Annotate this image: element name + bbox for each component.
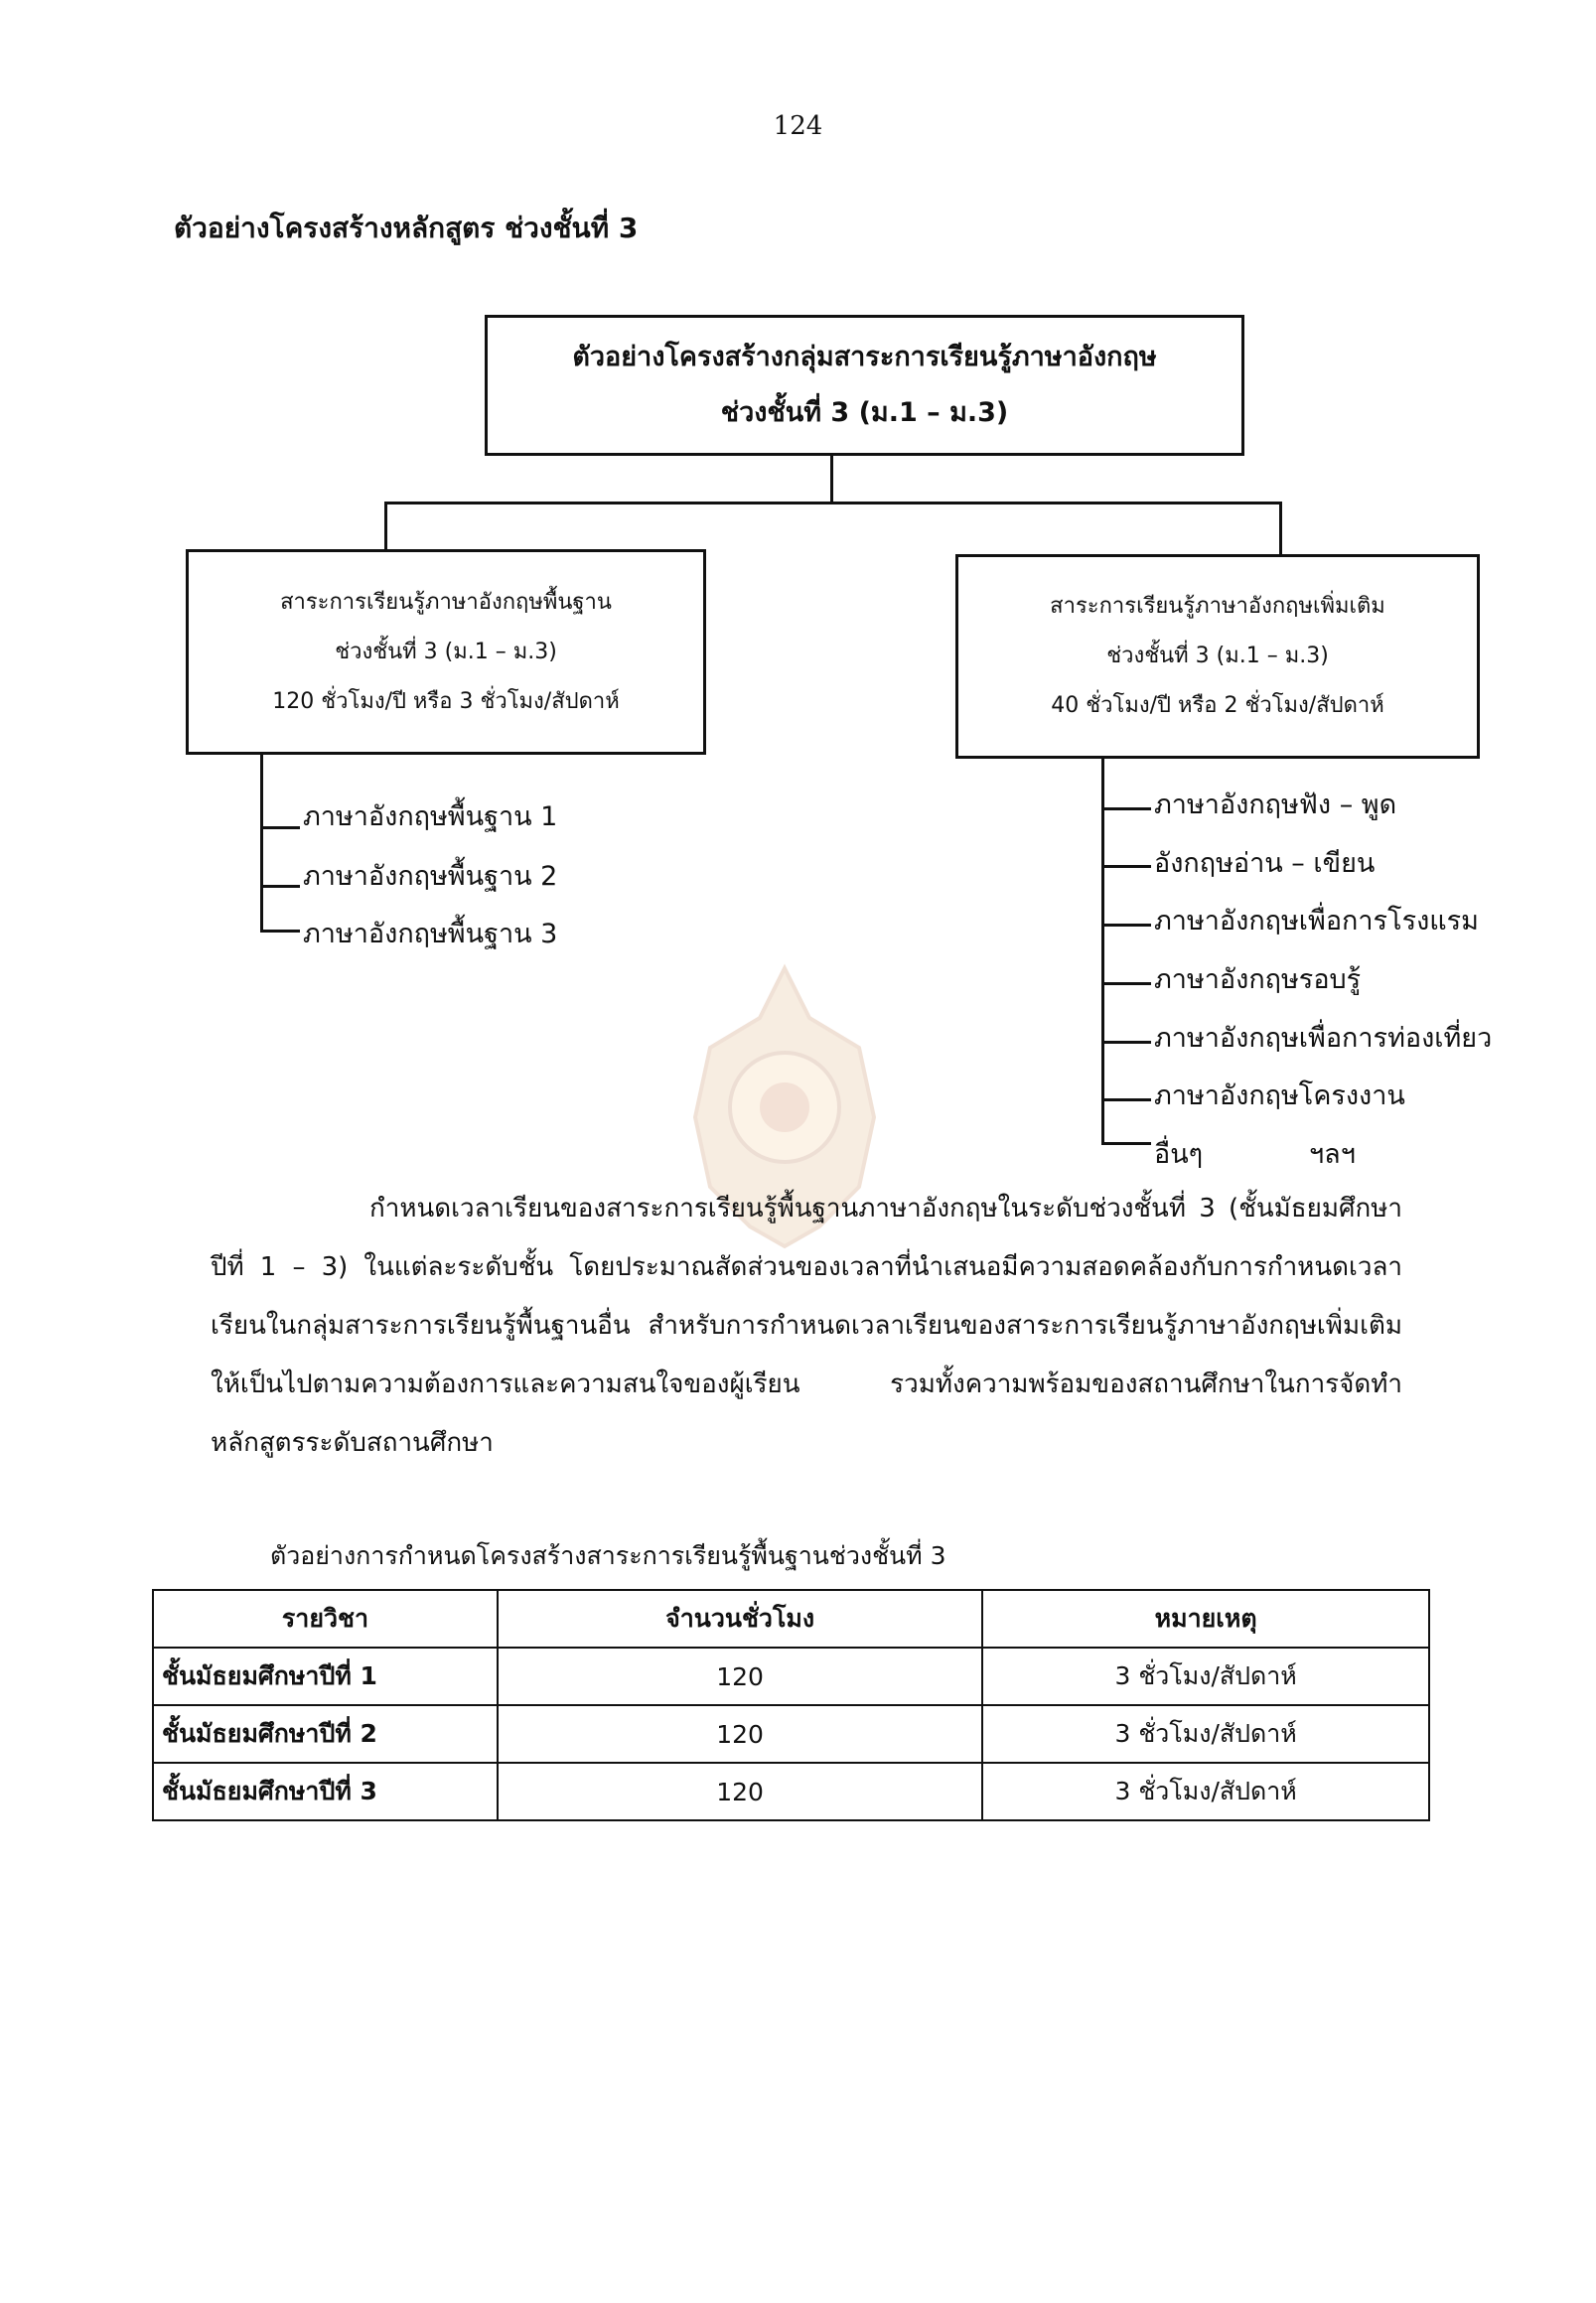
page-number: 124: [773, 111, 823, 141]
additional-course-item: ภาษาอังกฤษรอบรู้: [1154, 964, 1362, 995]
table-cell: ชั้นมัธยมศึกษาปีที่ 1: [153, 1648, 498, 1705]
connector-left-down: [384, 502, 387, 549]
core-course-item: ภาษาอังกฤษพื้นฐาน 1: [303, 801, 558, 832]
core-box-title: สาระการเรียนรู้ภาษาอังกฤษพื้นฐาน: [280, 589, 612, 615]
additional-course-item: ภาษาอังกฤษเพื่อการโรงแรม: [1154, 906, 1479, 936]
additional-box-level: ช่วงชั้นที่ 3 (ม.1 – ม.3): [1106, 644, 1329, 668]
core-tree-branch: [260, 826, 300, 829]
additional-tree-branch: [1101, 1098, 1151, 1101]
additional-course-item: อื่นๆ: [1154, 1139, 1204, 1170]
etc-mark: ฯลฯ: [1309, 1139, 1356, 1170]
core-box-hours: 120 ชั่วโมง/ปี หรือ 3 ชั่วโมง/สัปดาห์: [272, 688, 620, 714]
connector-main-down: [830, 456, 833, 504]
table-cell: 3 ชั่วโมง/สัปดาห์: [982, 1763, 1429, 1820]
additional-course-item: ภาษาอังกฤษฟัง – พูด: [1154, 790, 1397, 820]
table-cell: 3 ชั่วโมง/สัปดาห์: [982, 1705, 1429, 1763]
table-cell: 120: [498, 1648, 982, 1705]
table-row: [153, 1705, 1429, 1763]
body-paragraph: กำหนดเวลาเรียนของสาระการเรียนรู้พื้นฐานภาษาอังกฤษในระดับช่วงชั้นที่ 3 (ชั้นมัธยมศึกษาปีที่ 1 – 3) ในแต่ละระดับชั้น โดยประมาณสัดส่วนของเวลาที่นำเสนอมีความสอดคล้องกับการกำหนดเวลาเรียนในกลุ่มสาระการเรียนรู้พื้นฐานอื่น สำหรับการกำหนดเวลาเรียนของสาระการเรียนรู้ภาษาอังกฤษเพิ่มเติมให้เป็นไปตามความต้องการและความสนใจของผู้เรียน รวมทั้งความพร้อมของสถานศึกษาในการจัดทำหลักสูตรระดับสถานศึกษา: [211, 1194, 1402, 1458]
connector-right-down: [1279, 502, 1282, 554]
additional-tree-branch: [1101, 1142, 1151, 1145]
additional-tree-trunk: [1101, 759, 1104, 1144]
additional-tree-branch: [1101, 982, 1151, 985]
additional-course-item: ภาษาอังกฤษโครงงาน: [1154, 1080, 1405, 1111]
table-caption: ตัวอย่างการกำหนดโครงสร้างสาระการเรียนรู้พื้นฐานช่วงชั้นที่ 3: [270, 1541, 946, 1570]
connector-horizontal: [384, 502, 1282, 504]
table-header-row: [153, 1590, 1429, 1648]
table-cell: 120: [498, 1705, 982, 1763]
column-header: จำนวนชั่วโมง: [498, 1590, 982, 1648]
core-tree-branch: [260, 885, 300, 888]
additional-tree-branch: [1101, 1041, 1151, 1044]
main-structure-box: [485, 315, 1244, 456]
additional-box-hours: 40 ชั่วโมง/ปี หรือ 2 ชั่วโมง/สัปดาห์: [1051, 693, 1384, 718]
table-row: [153, 1648, 1429, 1705]
main-box-subtitle: ช่วงชั้นที่ 3 (ม.1 – ม.3): [720, 397, 1009, 428]
core-tree-trunk: [260, 755, 263, 932]
additional-box-title: สาระการเรียนรู้ภาษาอังกฤษเพิ่มเติม: [1050, 594, 1385, 619]
core-tree-branch: [260, 930, 300, 933]
core-box-level: ช่วงชั้นที่ 3 (ม.1 – ม.3): [335, 639, 557, 664]
section-heading: ตัวอย่างโครงสร้างหลักสูตร ช่วงชั้นที่ 3: [174, 212, 639, 244]
additional-course-item: อังกฤษอ่าน – เขียน: [1154, 848, 1376, 879]
course-hours-table: [152, 1589, 1430, 1821]
additional-course-item: ภาษาอังกฤษเพื่อการท่องเที่ยว: [1154, 1023, 1493, 1054]
main-box-title: ตัวอย่างโครงสร้างกลุ่มสาระการเรียนรู้ภาษาอังกฤษ: [572, 342, 1157, 372]
additional-tree-branch: [1101, 865, 1151, 868]
core-course-item: ภาษาอังกฤษพื้นฐาน 3: [303, 919, 558, 949]
core-english-box: [186, 549, 706, 755]
additional-tree-branch: [1101, 807, 1151, 810]
table-cell: ชั้นมัธยมศึกษาปีที่ 3: [153, 1763, 498, 1820]
table-cell: 120: [498, 1763, 982, 1820]
additional-tree-branch: [1101, 924, 1151, 927]
column-header: หมายเหตุ: [982, 1590, 1429, 1648]
table-cell: ชั้นมัธยมศึกษาปีที่ 2: [153, 1705, 498, 1763]
table-cell: 3 ชั่วโมง/สัปดาห์: [982, 1648, 1429, 1705]
core-course-item: ภาษาอังกฤษพื้นฐาน 2: [303, 861, 558, 892]
table-row: [153, 1763, 1429, 1820]
additional-english-box: [955, 554, 1480, 759]
column-header: รายวิชา: [153, 1590, 498, 1648]
